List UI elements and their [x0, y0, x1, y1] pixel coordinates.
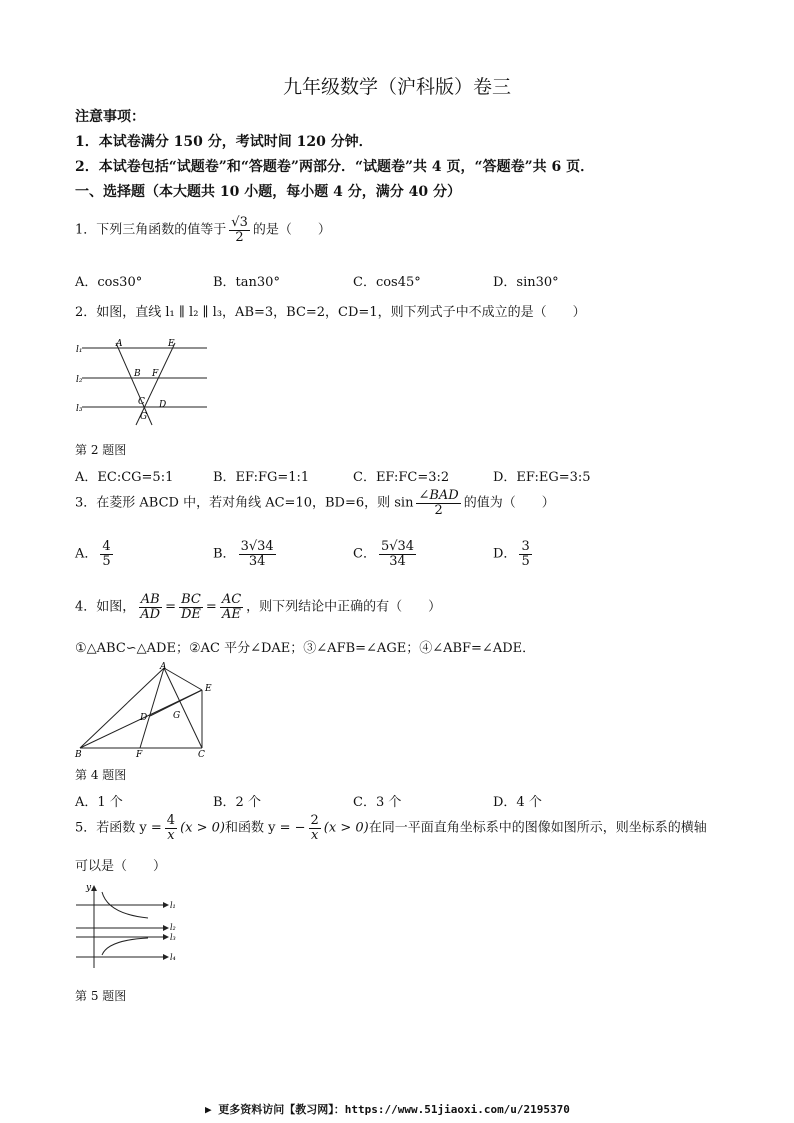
q3-option-b — [213, 540, 279, 568]
q5-f2-den: x — [310, 827, 319, 843]
q3-option-b-label: B． — [213, 546, 236, 562]
q3-option-b-num: 3√34 — [240, 539, 274, 554]
q3-stem-b: 的值为（ ） — [463, 495, 555, 511]
q2-option-a: A．EC:CG=5:1 — [75, 470, 174, 485]
q4-option-a: A．1 个 — [75, 795, 123, 810]
footer-link[interactable]: ▶ 更多资料访问【教习网】：https://www.51jiaoxi.com/u/2195370 — [205, 1103, 570, 1116]
page-title: 九年级数学（沪科版）卷三 — [282, 76, 511, 98]
q5-caption: 第 5 题图 — [75, 989, 127, 1003]
q1-option-c: C．cos45° — [353, 275, 421, 290]
q5-cond1: (x > 0) — [180, 820, 225, 836]
q4-stem-a: 4．如图， — [75, 599, 136, 615]
q3-option-d-label: D． — [493, 546, 517, 562]
q3-option-c — [353, 540, 419, 568]
question-4: 4．如图， $\frac{AB}{AD}$ = $\frac{BC}{DE}$ = $\frac{AC}{AE}$ ，则下列结论中正确的有（ ） — [75, 592, 442, 622]
q5-f1-num: 4 — [166, 813, 176, 828]
q5-label-l1: l₁ — [170, 901, 176, 910]
section-heading: 一、选择题（本大题共 10 小题，每小题 4 分，满分 40 分） — [75, 184, 461, 200]
q2-figure — [72, 335, 212, 430]
q2-label-g: G — [140, 412, 148, 422]
q2-label-f: F — [152, 369, 159, 379]
note-2: 2．本试卷包括“试题卷”和“答题卷”两部分．“试题卷”共 4 页，“答题卷”共 6 页． — [75, 159, 595, 175]
q3-option-d — [493, 540, 535, 568]
q3-fraction — [416, 489, 460, 517]
q4-frac3-den: AE — [222, 606, 241, 622]
q4-stem-b: ，则下列结论中正确的有（ ） — [246, 599, 442, 615]
q4-frac2-num: BC — [181, 592, 201, 607]
notes-heading: 注意事项： — [75, 109, 145, 125]
question-5 — [75, 814, 707, 842]
q4-frac3-num: AC — [221, 592, 242, 607]
note-1: 1．本试卷满分 150 分，考试时间 120 分钟． — [75, 134, 373, 150]
q2-caption: 第 2 题图 — [75, 443, 127, 457]
q2-label-d: D — [159, 400, 167, 410]
q3-option-a-label: A． — [75, 546, 98, 562]
q1-option-b: B．tan30° — [213, 275, 280, 290]
q4-frac2-den: DE — [181, 606, 201, 622]
q3-frac-den: 2 — [434, 502, 443, 518]
q1-option-a: A．cos30° — [75, 275, 143, 290]
q5-stem-c: 可以是（ ） — [75, 859, 167, 874]
q5-mid: 和函数 y = − — [224, 820, 306, 836]
question-3 — [75, 489, 555, 517]
q5-label-l4: l₄ — [170, 953, 176, 962]
q5-label-y: y — [86, 883, 92, 893]
q2-label-b: B — [134, 369, 141, 379]
q3-option-a-num: 4 — [102, 539, 111, 554]
q4-option-c: C．3 个 — [353, 795, 402, 810]
q1-stem-b: 的是（ ） — [252, 222, 331, 238]
q5-figure — [70, 880, 180, 970]
q3-frac-num: ∠BAD — [418, 488, 459, 503]
question-1 — [75, 216, 331, 244]
question-2: 2．如图，直线 l₁ ∥ l₂ ∥ l₃，AB=3，BC=2，CD=1，则下列式子中不成立的是（ ） — [75, 305, 586, 320]
q4-option-b: B．2 个 — [213, 795, 261, 810]
q2-label-l2: l₂ — [76, 375, 83, 385]
q2-option-b: B．EF:FG=1:1 — [213, 470, 310, 485]
q4-frac1-num: AB — [140, 592, 160, 607]
q3-option-d-num: 3 — [521, 539, 530, 554]
q2-label-e: E — [168, 339, 175, 349]
q5-stem-b: 在同一平面直角坐标系中的图像如图所示，则坐标系的横轴 — [368, 820, 707, 836]
q1-frac-num: √3 — [231, 215, 248, 230]
q2-option-d: D．EF:EG=3:5 — [493, 470, 591, 485]
q5-label-l3: l₃ — [170, 933, 176, 942]
q4-label-c: C — [198, 750, 205, 758]
q5-label-l2: l₂ — [170, 923, 176, 932]
q4-label-g: G — [173, 711, 181, 721]
q2-label-a: A — [116, 339, 123, 349]
q3-option-a — [75, 540, 116, 568]
q5-cond2: (x > 0) — [323, 820, 369, 836]
q5-stem-a: 5．若函数 y = — [75, 820, 162, 836]
q4-caption: 第 4 题图 — [75, 768, 127, 782]
q3-option-c-den: 34 — [389, 553, 406, 569]
q4-figure — [72, 660, 217, 758]
q3-option-b-den: 34 — [248, 553, 266, 569]
q4-label-e: E — [205, 684, 212, 694]
q3-option-c-label: C． — [353, 546, 376, 562]
q1-frac-den: 2 — [235, 229, 244, 245]
q1-stem-a: 1．下列三角函数的值等于 — [75, 222, 227, 238]
q4-option-d: D．4 个 — [493, 795, 542, 810]
q2-label-l3: l₃ — [76, 404, 83, 414]
q5-f1-den: x — [167, 827, 175, 843]
q1-fraction — [229, 216, 250, 244]
q3-option-a-den: 5 — [102, 553, 111, 569]
q4-label-b: B — [75, 750, 82, 758]
q3-option-c-num: 5√34 — [380, 539, 415, 554]
q2-label-l1: l₁ — [76, 345, 83, 355]
q3-stem-a: 3．在菱形 ABCD 中，若对角线 AC=10，BD=6，则 sin — [75, 495, 414, 511]
q4-frac1-den: AD — [140, 606, 161, 622]
q2-option-c: C．EF:FC=3:2 — [353, 470, 450, 485]
q4-conditions: ①△ABC∽△ADE；②AC 平分∠DAE；③∠AFB=∠AGE；④∠ABF=∠ADE． — [75, 641, 536, 656]
q2-label-c: C — [138, 397, 145, 407]
q1-option-d: D．sin30° — [493, 275, 559, 290]
q3-option-d-den: 5 — [521, 553, 530, 569]
q5-f2-num: 2 — [310, 813, 319, 828]
q4-label-a: A — [160, 662, 167, 672]
q4-label-d: D — [140, 713, 148, 723]
q4-label-f: F — [136, 750, 143, 758]
